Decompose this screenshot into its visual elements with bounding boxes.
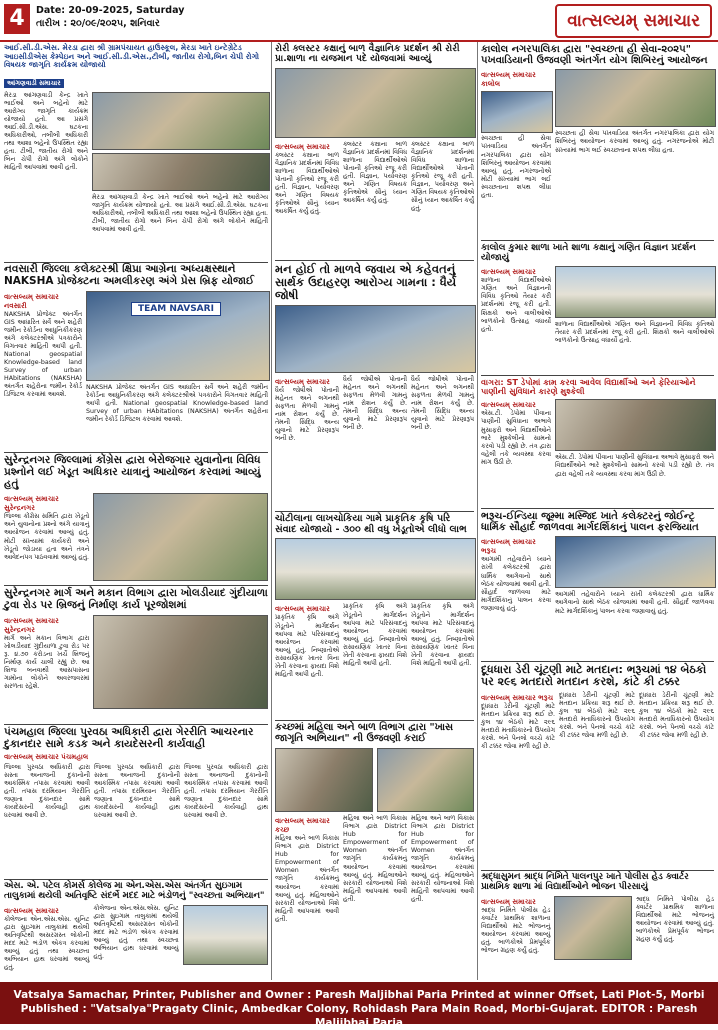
- article-chotila: [275, 514, 474, 721]
- article-photo: [555, 266, 716, 318]
- article-photo: [377, 748, 474, 812]
- headline: કચ્છમાં મહિલા અને બાળ વિભાગ દ્વારા "ખાસ જાગૃતિ અભિયાન" ની ઉજવણી કરાઈ: [275, 722, 453, 744]
- article-body: દૂધધારા ડેરીની ચૂંટણી માટે મતદાન પ્રક્રિયા શરૂ થઈ છે. કુલ ૧૪ બેઠકો માટે ૨૯૬ મતદારો મતાધિકારનો ઉપયોગ કરશે. બંને પેનલો વચ્ચે કાંટે કી ટક્કર જોવા મળી રહી છે.: [481, 702, 555, 751]
- article-photo: [481, 91, 553, 133]
- newspaper-brand: વાત્સલ્યમ્ સમાચાર: [555, 4, 712, 38]
- article-photo: [93, 493, 268, 581]
- article-body: પ્રાકૃતિક કૃષિ અંગે ખેડૂતોને માર્ગદર્શન આપવા માટે પરિસંવાદનું આયોજન કરવામાં આવ્યું હતું. નિષ્ણાતોએ રાસાયણિક ખાતર વિના ખેતી કરવાના ફાયદા વિશે માહિતી આપી હતી.: [411, 603, 474, 668]
- imprint-line-1: Vatsalya Samachar, Printer, Publisher and Owner : Paresh Maljibhai Paria Printed at winner Offset, Lati Plot-5, Morbi: [13, 989, 705, 1001]
- article-vagra-depot: [481, 378, 714, 509]
- article-body: જિલ્લા પુરવઠા અધિકારી દ્વારા સસ્તા અનાજની દુકાનોની આકસ્મિક તપાસ કરવામાં આવી હતી. તપાસ દરમિયાન ગેરરીતિ જણાતા દુકાનદાર સામે કાયદેસરની કાર્યવાહી હાથ ધરવામાં આવી છે.: [4, 763, 90, 820]
- article-rori: [275, 44, 474, 261]
- article-mann-hoy: [275, 263, 474, 512]
- article-photo: [183, 905, 268, 965]
- article-body: દૂધધારા ડેરીની ચૂંટણી માટે મતદાન પ્રક્રિયા શરૂ થઈ છે. કુલ ૧૪ બેઠકો માટે ૨૯૬ મતદારો મતાધિકારનો ઉપયોગ કરશે. બંને પેનલો વચ્ચે કાંટે કી ટક્કર જોવા મળી રહી છે.: [639, 691, 714, 740]
- byline: વાત્સલ્યમ્ સમાચાર: [275, 377, 330, 386]
- article-panchmahal: [4, 727, 268, 880]
- headline: ચોટીલાના લાખચોકિયા ગામે પ્રાકૃતિક કૃષિ પરિ સંવાદ યોજાયો - ૩૦૦ થી વધુ ખેડૂતોએ લીધો લાભ: [275, 513, 467, 535]
- article-body: શ્રાદ્ધ નિમિતે પોલીસ હેડ ક્વાર્ટર પ્રાથમિક શાળાના વિદ્યાર્થીઓ માટે ભોજનનું આયોજન કરવામાં આવ્યું હતું. બાળકોએ પ્રેમપૂર્વક ભોજન ગ્રહણ કર્યું હતું.: [635, 895, 714, 944]
- byline: વાત્સલ્યમ્ સમાચાર નવસારી: [4, 292, 59, 310]
- byline: વાત્સલ્યમ્ સમાચાર: [275, 142, 330, 151]
- headline: ભરૂચ-ઈન્ડિયા જૂમ્મા મસ્જિદ ખાતે કલેક્ટરનું જોઈન્ટ્ર ધાર્મિક સૌહાર્દ જાળવવા માર્ગદર્શિકાનું પાલન ફરજિયાત: [481, 511, 699, 534]
- article-body: ધૈર્ય જોષીએ પોતાની મહેનત અને લગનથી સફળતા મેળવી ગામનું નામ રોશન કર્યું છે. તેમની સિદ્ધિ અન્ય યુવાનો માટે પ્રેરણારૂપ બની છે.: [275, 386, 339, 443]
- byline: વાત્સલ્યમ્ સમાચાર ભરૂચ: [481, 693, 554, 702]
- byline: વાત્સલ્યમ્ સમાચાર કચ્છ: [275, 816, 330, 834]
- article-body: આગામી તહેવારોને ધ્યાને રાખી કલેક્ટરશ્રી દ્વારા ધાર્મિક આગેવાનો સાથે બેઠક યોજવામાં આવી હતી. સૌહાર્દ જાળવવા માટે માર્ગદર્શિકાનું પાલન કરવા જણાવાયું હતું.: [481, 556, 551, 612]
- section-tag: આંગણવાડી સમાચાર: [4, 79, 64, 88]
- article-body: જિલ્લા કોંગ્રેસ સમિતિ દ્વારા ખેડૂતો અને યુવાનોના પ્રશ્નો અંગે યાત્રાનું આયોજન કરવામાં આવ્યું હતું. મોટી સંખ્યામાં કાર્યકરો અને ખેડૂતો જોડાયા હતા અને તંત્રને આવેદનપત્ર પાઠવવામાં આવ્યું હતું.: [4, 513, 90, 561]
- article-kalol-science: [481, 243, 714, 376]
- article-body: મહિલા અને બાળ વિકાસ વિભાગ દ્વારા District Hub for Empowerment of Women અંતર્ગત જાગૃતિ કાર્યક્રમનું આયોજન કરવામાં આવ્યું હતું. મહિલાઓને સરકારી યોજનાઓ વિશે માહિતી આપવામાં આવી હતી.: [411, 814, 474, 903]
- article-body: મહિલા અને બાળ વિકાસ વિભાગ દ્વારા District Hub for Empowerment of Women અંતર્ગત જાગૃતિ કાર્યક્રમનું આયોજન કરવામાં આવ્યું હતું. મહિલાઓને સરકારી યોજનાઓ વિશે માહિતી આપવામાં આવી હતી.: [275, 834, 339, 923]
- article-photo: [555, 69, 716, 127]
- date-gujarati: તારીખ : ૨૦/૦૯/૨૦૨૫, શનિવાર: [36, 18, 160, 29]
- article-photo: [92, 92, 270, 150]
- article-body: દૂધધારા ડેરીની ચૂંટણી માટે મતદાન પ્રક્રિયા શરૂ થઈ છે. કુલ ૧૪ બેઠકો માટે ૨૯૬ મતદારો મતાધિકારનો ઉપયોગ કરશે. બંને પેનલો વચ્ચે કાંટે કી ટક્કર જોવા મળી રહી છે.: [559, 691, 635, 740]
- imprint-line-2: Published : "Vatsalya"Pragaty Clinic, Ambedkar Colony, Rohidash Para Main Road, Morbi-Gujarat. EDITOR : Paresh Maljibhai Paria: [20, 1003, 698, 1029]
- article-body: સ્વચ્છતા હી સેવા પખવાડિયા અંતર્ગત નગરપાલિકા દ્વારા યોગ શિબિરનું આયોજન કરવામાં આવ્યું હતું. નગરજનોએ મોટી સંખ્યામાં ભાગ લઈ સ્વચ્છતાના શપથ લીધા હતા.: [481, 135, 551, 200]
- article-body: ધૈર્ય જોષીએ પોતાની મહેનત અને લગનથી સફળતા મેળવી ગામનું નામ રોશન કર્યું છે. તેમની સિદ્ધિ અન્ય યુવાનો માટે પ્રેરણારૂપ બની છે.: [411, 375, 474, 432]
- article-body: NAKSHA પ્રોજેક્ટ અંતર્ગત GIS આધારિત સર્વે અને શહેરી જમીન રેકોર્ડના આધુનિકીકરણ અંગે કલેક્ટરશ્રીએ પત્રકારોને વિગતવાર માહિતી આપી હતી. National geospatial Knowledge-based land Survey of urban HAbitations (NAKSHA) અંતર્ગત શહેરોના જમીન રેકોર્ડ ડિજિટલ કરવામાં આવશે.: [4, 310, 82, 399]
- column-divider: [271, 42, 272, 980]
- article-body: ક્લસ્ટર કક્ષાના બાળ વૈજ્ઞાનિક પ્રદર્શનમાં વિવિધ શાળાના વિદ્યાર્થીઓએ પોતાની કૃતિઓ રજૂ કરી હતી. વિજ્ઞાન, પર્યાવરણ અને ગણિત વિષયક કૃતિઓએ સૌનું ધ્યાન આકર્ષિત કર્યું હતું.: [275, 151, 339, 216]
- article-photo: [93, 615, 268, 709]
- byline: વાત્સલ્યમ્ સમાચાર: [481, 897, 536, 906]
- article-kalol: [481, 44, 714, 241]
- headline: શ્રદ્ધાસુમન શ્રાદ્ધ નિમિતે પાલનપુર ખાતે પોલીસ હેડ ક્વાર્ટર પ્રાથમિક શાળા માં વિદ્યાર્થીઓને ભોજન પીરસાયું: [481, 872, 689, 892]
- article-body: ક્લસ્ટર કક્ષાના બાળ વૈજ્ઞાનિક પ્રદર્શનમાં વિવિધ શાળાના વિદ્યાર્થીઓએ પોતાની કૃતિઓ રજૂ કરી હતી. વિજ્ઞાન, પર્યાવરણ અને ગણિત વિષયક કૃતિઓએ સૌનું ધ્યાન આકર્ષિત કર્યું હતું.: [343, 140, 407, 205]
- article-body: પ્રાકૃતિક કૃષિ અંગે ખેડૂતોને માર્ગદર્શન આપવા માટે પરિસંવાદનું આયોજન કરવામાં આવ્યું હતું. નિષ્ણાતોએ રાસાયણિક ખાતર વિના ખેતી કરવાના ફાયદા વિશે માહિતી આપી હતી.: [343, 603, 407, 668]
- article-body: એસ.ટી. ડેપોમાં પીવાના પાણીની સુવિધાના અભાવે મુસાફરો અને વિદ્યાર્થીઓને ભારે મુશ્કેલીનો સામનો કરવો પડી રહ્યો છે. તંત્ર દ્વારા વહેલી તકે વ્યવસ્થા કરવા માંગ ઉઠી છે.: [481, 410, 551, 466]
- article-body: એસ.ટી. ડેપોમાં પીવાના પાણીની સુવિધાના અભાવે મુસાફરો અને વિદ્યાર્થીઓને ભારે મુશ્કેલીનો સામનો કરવો પડી રહ્યો છે. તંત્ર દ્વારા વહેલી તકે વ્યવસ્થા કરવા માંગ ઉઠી છે.: [555, 454, 714, 478]
- article-body: જિલ્લા પુરવઠા અધિકારી દ્વારા સસ્તા અનાજની દુકાનોની આકસ્મિક તપાસ કરવામાં આવી હતી. તપાસ દરમિયાન ગેરરીતિ જણાતા દુકાનદાર સામે કાયદેસરની કાર્યવાહી હાથ ધરવામાં આવી છે.: [184, 763, 268, 820]
- headline: પંચમહાલ જિલ્લા પુરવઠા અધિકારી દ્વારા ગેરરીતિ આચરનાર દુકાનદાર સામે કડક અને કાયદેસરની કાર્યવાહી: [4, 726, 254, 750]
- article-body: મેરડા આંગણવાડી કેન્દ્ર ખાતે ભાઈઓ અને બહેનો માટે આરોગ્ય જાગૃતિ કાર્યક્રમ યોજાયો હતો. આ પ્રસંગે આઈ.સી.ડી.એસ. ઘટકના અધિકારીઓ, તબીબી અધિકારી તથા આશા બહેનો ઉપસ્થિત રહ્યા હતા. ટીબી, જાતીય રોગો અને બિન ચેપી રોગો અંગે લોકોને માહિતી આપવામાં આવી હતી.: [4, 91, 88, 172]
- article-surendranagar-congress: [4, 455, 268, 586]
- article-sp-patel: [4, 882, 268, 979]
- article-dairy-election: [481, 664, 714, 871]
- column-divider: [477, 42, 478, 980]
- article-photo: [555, 399, 716, 451]
- byline: વાત્સલ્યમ્ સમાચાર ભરૂચ: [481, 538, 536, 556]
- headline: દૂધધારા ડેરી ચૂંટણી માટે મતદાન: ભરૂચમાં ૧૪ બેઠકો પર ૨૯૬ મતદારો મતદાન કરશે, કાંટે કી ટક્કર: [481, 663, 707, 689]
- headline: આઈ.સી.ડી.એસ. મેરડા દ્વારા શ્રી ગ્રામપંચાયત હાઉસ્કૂલ, મેરડા ખાતે ઇન્ટેગ્રેટેડ આઇસીડીએસ કેમ્પેઇન અને આઈ.સી.ડી.એસ.,ટીબી, જાતીય રોગો,બિન ચેપી રોગો વિષયક જાગૃતિ કાર્યક્રમ યોજાયો: [4, 43, 260, 69]
- headline: વાગરા: ST ડેપોમાં કામ કરવા આવેલ વિદ્યાર્થીઓ અને ફેરિયાઓને પાણીની સુવિધાને કારણે મુશ્કેલી: [481, 377, 696, 397]
- article-photo: [86, 291, 270, 381]
- article-body: માર્ગ અને મકાન વિભાગ દ્વારા ખોલડીયાદ ગુંદીયાળા ટુવા રોડ પર રૂ. ૪.૭૦ કરોડના ખર્ચે બ્રિજનું નિર્માણ કાર્ય ચાલી રહ્યું છે. આ બ્રિજ બનવાથી આસપાસના ગામોના લોકોને અવરજવરમાં સરળતા રહેશે.: [4, 634, 90, 691]
- article-photo: [275, 748, 373, 812]
- headline: મન હોઈ તો માળવે જવાય એ કહેવતનું સાર્થક ઉદાહરણ આરોગ્ય ગામના : ધૈર્ય જોષી: [275, 262, 457, 302]
- article-body: મહિલા અને બાળ વિકાસ વિભાગ દ્વારા District Hub for Empowerment of Women અંતર્ગત જાગૃતિ કાર્યક્રમનું આયોજન કરવામાં આવ્યું હતું. મહિલાઓને સરકારી યોજનાઓ વિશે માહિતી આપવામાં આવી હતી.: [343, 814, 407, 903]
- byline: વાત્સલ્યમ્ સમાચાર કાલોલ: [481, 71, 536, 89]
- article-body: મેરડા આંગણવાડી કેન્દ્ર ખાતે ભાઈઓ અને બહેનો માટે આરોગ્ય જાગૃતિ કાર્યક્રમ યોજાયો હતો. આ પ્રસંગે આઈ.સી.ડી.એસ. ઘટકના અધિકારીઓ, તબીબી અધિકારી તથા આશા બહેનો ઉપસ્થિત રહ્યા હતા. ટીબી, જાતીય રોગો અને બિન ચેપી રોગો અંગે લોકોને માહિતી આપવામાં આવી હતી.: [92, 193, 268, 233]
- article-body: શાળાના વિદ્યાર્થીઓએ ગણિત અને વિજ્ઞાનની વિવિધ કૃતિઓ તૈયાર કરી પ્રદર્શનમાં રજૂ કરી હતી. શિક્ષકો અને વાલીઓએ બાળકોનો ઉત્સાહ વધાર્યો હતો.: [481, 277, 551, 333]
- byline: વાત્સલ્યમ્ સમાચાર: [275, 605, 330, 614]
- date-english: Date: 20-09-2025, Saturday: [36, 5, 185, 16]
- headline: રોરી ક્લસ્ટર કક્ષાનું બાળ વૈજ્ઞાનિક પ્રદર્શન શ્રી રોરી પ્રા.શાળા ના યજમાન પદે યોજવામાં આવ્યું: [275, 43, 460, 65]
- article-photo: [92, 153, 270, 191]
- photo-banner: TEAM NAVSARI: [131, 302, 221, 316]
- article-body: ક્લસ્ટર કક્ષાના બાળ વૈજ્ઞાનિક પ્રદર્શનમાં વિવિધ શાળાના વિદ્યાર્થીઓએ પોતાની કૃતિઓ રજૂ કરી હતી. વિજ્ઞાન, પર્યાવરણ અને ગણિત વિષયક કૃતિઓએ સૌનું ધ્યાન આકર્ષિત કર્યું હતું.: [411, 140, 474, 213]
- article-navsari: [4, 264, 268, 453]
- article-body: આગામી તહેવારોને ધ્યાને રાખી કલેક્ટરશ્રી દ્વારા ધાર્મિક આગેવાનો સાથે બેઠક યોજવામાં આવી હતી. સૌહાર્દ જાળવવા માટે માર્ગદર્શિકાનું પાલન કરવા જણાવાયું હતું.: [555, 591, 714, 615]
- article-body: શ્રાદ્ધ નિમિતે પોલીસ હેડ ક્વાર્ટર પ્રાથમિક શાળાના વિદ્યાર્થીઓ માટે ભોજનનું આયોજન કરવામાં આવ્યું હતું. બાળકોએ પ્રેમપૂર્વક ભોજન ગ્રહણ કર્યું હતું.: [481, 906, 551, 955]
- headline: કાલોલ નગરપાલિકા દ્વારા "સ્વચ્છતા હી સેવા-૨૦૨૫" પખવાડિયાની ઉજવણી અંતર્ગત યોગ શિબિરનું આયોજન: [481, 44, 708, 67]
- article-palanpur: [481, 873, 714, 979]
- article-kutch: [275, 723, 474, 979]
- byline: વાત્સલ્યમ્ સમાચાર: [4, 906, 59, 915]
- article-body: ધૈર્ય જોષીએ પોતાની મહેનત અને લગનથી સફળતા મેળવી ગામનું નામ રોશન કર્યું છે. તેમની સિદ્ધિ અન્ય યુવાનો માટે પ્રેરણારૂપ બની છે.: [343, 375, 407, 432]
- article-body: NAKSHA પ્રોજેક્ટ અંતર્ગત GIS આધારિત સર્વે અને શહેરી જમીન રેકોર્ડના આધુનિકીકરણ અંગે કલેક્ટરશ્રીએ પત્રકારોને વિગતવાર માહિતી આપી હતી. National geospatial Knowledge-based land Survey of urban HAbitations (NAKSHA) અંતર્ગત શહેરોના જમીન રેકોર્ડ ડિજિટલ કરવામાં આવશે.: [86, 383, 268, 423]
- byline: વાત્સલ્યમ્ સમાચાર પંચમહાલ: [4, 752, 89, 761]
- article-photo: [555, 536, 716, 588]
- headline: એસ. એ. પટેલ કોમર્સ કોલેજ મા એન.એસ.એસ અંતર્ગત સુઇગામ તાલુકામાં થયેલી અતિવૃષ્ટિ સંદર્ભે મદદ માટે ભંડોળનું "સ્વચ્છતા અભિયાન": [4, 881, 265, 901]
- imprint-footer: [0, 982, 718, 1029]
- article-icds: [4, 44, 268, 263]
- headline: સુરેન્દ્રનગર જિલ્લામાં કોંગ્રેસ દ્વારા બેરોજગાર યુવાનોના વિવિધ પ્રશ્નોને લઈ ખેડૂત અધિકાર યાત્રાનું આયોજન કરવામાં આવ્યું હતું: [4, 454, 261, 490]
- article-photo: [275, 68, 476, 138]
- byline: વાત્સલ્યમ્ સમાચાર: [481, 268, 536, 277]
- headline: સુરેન્દ્રનગર માર્ગ અને મકાન વિભાગ દ્વારા ખોલડીયાદ ગુંદીયાળા ટુવા રોડ પર બ્રિજનું નિર્માણ કાર્ય પૂરજોશમાં: [4, 587, 268, 611]
- article-body: પ્રાકૃતિક કૃષિ અંગે ખેડૂતોને માર્ગદર્શન આપવા માટે પરિસંવાદનું આયોજન કરવામાં આવ્યું હતું. નિષ્ણાતોએ રાસાયણિક ખાતર વિના ખેતી કરવાના ફાયદા વિશે માહિતી આપી હતી.: [275, 614, 339, 679]
- article-photo: [275, 305, 476, 373]
- page-number: 4: [4, 4, 30, 34]
- article-photo: [554, 896, 631, 960]
- issue-date: [36, 4, 184, 30]
- headline: નવસારી જિલ્લા કલેક્ટરશ્રી ક્ષિપ્રા આગ્રેના અધ્યક્ષસ્થાને NAKSHA પ્રોજેક્ટના અમલીકરણ અંગે પ્રેસ બ્રિફ યોજાઈ: [4, 263, 255, 287]
- article-photo: [275, 538, 476, 600]
- article-body: કોલેજના એન.એસ.એસ. યુનિટ દ્વારા સુઇગામ તાલુકામાં થયેલી અતિવૃષ્ટિથી અસરગ્રસ્ત લોકોની મદદ માટે ભંડોળ એકત્ર કરવામાં આવ્યું હતું તથા સ્વચ્છતા અભિયાન હાથ ધરવામાં આવ્યું હતું.: [93, 904, 179, 961]
- article-body: કોલેજના એન.એસ.એસ. યુનિટ દ્વારા સુઇગામ તાલુકામાં થયેલી અતિવૃષ્ટિથી અસરગ્રસ્ત લોકોની મદદ માટે ભંડોળ એકત્ર કરવામાં આવ્યું હતું તથા સ્વચ્છતા અભિયાન હાથ ધરવામાં આવ્યું હતું.: [4, 915, 90, 972]
- headline: કાલોલ કુમાર શાળા ખાતે શાળા કક્ષાનું ગણિત વિજ્ઞાન પ્રદર્શન યોજાયું: [481, 243, 696, 264]
- article-body: શાળાના વિદ્યાર્થીઓએ ગણિત અને વિજ્ઞાનની વિવિધ કૃતિઓ તૈયાર કરી પ્રદર્શનમાં રજૂ કરી હતી. શિક્ષકો અને વાલીઓએ બાળકોનો ઉત્સાહ વધાર્યો હતો.: [555, 321, 714, 345]
- article-body: જિલ્લા પુરવઠા અધિકારી દ્વારા સસ્તા અનાજની દુકાનોની આકસ્મિક તપાસ કરવામાં આવી હતી. તપાસ દરમિયાન ગેરરીતિ જણાતા દુકાનદાર સામે કાયદેસરની કાર્યવાહી હાથ ધરવામાં આવી છે.: [94, 763, 180, 820]
- byline: વાત્સલ્યમ્ સમાચાર સુરેન્દ્રનગર: [4, 616, 59, 634]
- byline: વાત્સલ્યમ્ સમાચાર: [481, 401, 536, 410]
- byline: વાત્સલ્યમ્ સમાચાર સુરેન્દ્રનગર: [4, 495, 59, 513]
- masthead: [0, 0, 718, 42]
- article-body: સ્વચ્છતા હી સેવા પખવાડિયા અંતર્ગત નગરપાલિકા દ્વારા યોગ શિબિરનું આયોજન કરવામાં આવ્યું હતું. નગરજનોએ મોટી સંખ્યામાં ભાગ લઈ સ્વચ્છતાના શપથ લીધા હતા.: [555, 130, 714, 154]
- article-surendranagar-road: [4, 588, 268, 725]
- article-bharuch-masjid: [481, 511, 714, 662]
